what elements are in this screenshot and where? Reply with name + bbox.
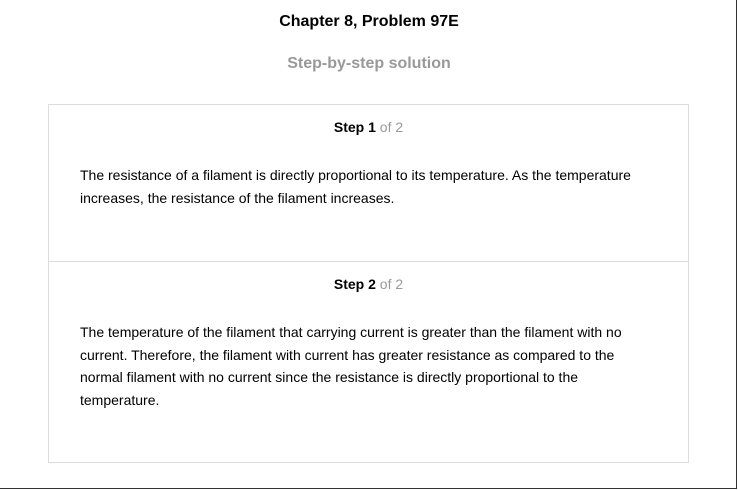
step-header — [49, 118, 688, 136]
step-total: of 2 — [379, 276, 404, 292]
step-total: of 2 — [379, 119, 404, 135]
step-section — [49, 105, 688, 262]
step-text: The resistance of a filament is directly proportional to its temperature. As the temperature increases, the resistance of the filament increases. — [80, 167, 631, 206]
step-label: Step — [333, 276, 365, 292]
step-label: Step — [333, 119, 365, 135]
solution-subtitle: Step-by-step solution — [287, 55, 451, 72]
step-text: The temperature of the filament that carrying current is greater than the filament with no current. Therefore, the filament with current has greater resistance as compared to the normal filament with no current since the resistance is directly proportional to the temperature. — [80, 324, 622, 408]
step-header — [49, 275, 688, 293]
step-number: 2 — [368, 276, 376, 292]
solution-steps — [48, 104, 689, 463]
step-section — [49, 262, 688, 462]
step-number: 1 — [368, 119, 376, 135]
page-title: Chapter 8, Problem 97E — [279, 13, 459, 30]
